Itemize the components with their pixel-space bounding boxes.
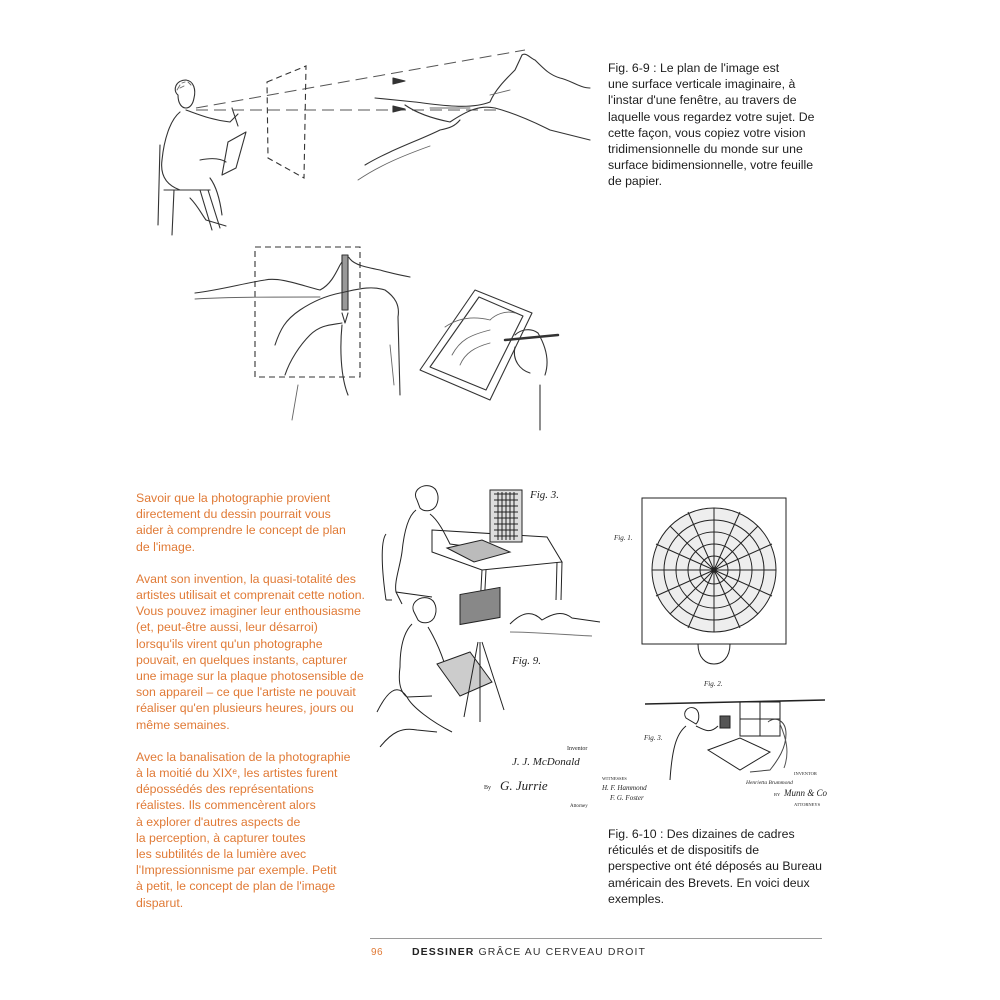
patent-fig-3-man-at-window [643, 700, 825, 780]
caption-line: exemples. [608, 891, 665, 906]
body-line: les subtilités de la lumière avec [136, 847, 307, 862]
caption-line: Fig. 6-9 : Le plan de l'image est [608, 61, 780, 75]
body-line: pouvait, en quelques instants, capturer [136, 652, 348, 667]
caption-line: de papier. [608, 174, 663, 189]
attorney-signature: Munn & Co [784, 788, 828, 798]
body-line: à la moitié du XIXᵉ, les artistes furent [136, 766, 338, 781]
fig-6-9-illustration-picture-plane [150, 50, 590, 240]
caption-line: Fig. 6-10 : Des dizaines de cadres [608, 827, 795, 841]
patent-fig-1-circular-grid [613, 498, 786, 688]
attorney-signature: G. Jurrie [500, 778, 548, 793]
body-paragraph-3 [136, 749, 365, 911]
caption-line: l'instar d'une fenêtre, au travers de [608, 93, 797, 108]
inventor-label: Inventor [567, 746, 588, 752]
picture-plane [267, 66, 306, 178]
running-head-rest: GRÂCE AU CERVEAU DROIT [478, 946, 647, 958]
caption-line: américain des Brevets. En voici deux [608, 875, 810, 890]
body-paragraph-1 [136, 490, 365, 555]
inventor-name: Henrietta Brummond [746, 780, 793, 786]
body-line: artistes utilisait et comprenait cette notion. [136, 588, 365, 603]
drawing-board [420, 290, 558, 430]
caption-line: tridimensionnelle du monde sur une [608, 142, 803, 157]
by-label: By [484, 785, 492, 791]
fig-6-9-illustration-measuring [190, 235, 580, 435]
body-line: de l'image. [136, 539, 196, 554]
caption-line: une surface verticale imaginaire, à [608, 77, 796, 92]
body-line: Avec la banalisation de la photographie [136, 749, 351, 764]
body-line: directement du dessin pourrait vous [136, 507, 331, 522]
body-line: même semaines. [136, 717, 230, 732]
inventor-label: INVENTOR [794, 771, 817, 776]
sight-line-upper [196, 50, 525, 108]
patent-fig-3-woman-at-table [382, 486, 562, 607]
witnesses-label: WITNESSES [602, 776, 627, 781]
artist-figure [158, 80, 246, 235]
upright-grid-frame [490, 490, 522, 542]
footer-rule [370, 938, 822, 939]
patent-fig-9-woman-outdoors [377, 587, 600, 747]
inventor-name: J. J. McDonald [512, 756, 580, 768]
patent-fig-label: Fig. 9. [512, 655, 542, 667]
patent-fig-label: Fig. 2. [704, 680, 723, 688]
body-line: réaliser qu'en plusieurs heures, jours ou [136, 701, 354, 716]
running-head-bold: DESSINER [412, 946, 475, 958]
caption-line: surface bidimensionnelle, votre feuille [608, 158, 814, 173]
body-line: réalistes. Ils commencèrent alors [136, 798, 316, 813]
attorneys-label: ATTORNEYS [794, 802, 821, 807]
page-number: 96 [371, 947, 384, 958]
body-line: l'Impressionnisme par exemple. Petit [136, 863, 337, 878]
patent-illustration-mcdonald [372, 482, 602, 822]
fig-6-10-caption [608, 826, 822, 907]
body-line: son appareil – ce que l'artiste ne pouvait [136, 685, 356, 700]
patent-fig-label: Fig. 3. [530, 489, 560, 501]
body-line: disparut. [136, 895, 184, 910]
body-line: lorsqu'ils virent qu'un photographe [136, 636, 323, 651]
body-line: dépossédés des représentations [136, 782, 314, 797]
body-text [136, 490, 365, 927]
running-head [412, 946, 646, 958]
witness-name: H. F. Hammond [602, 784, 647, 792]
body-line: à explorer d'autres aspects de [136, 814, 301, 829]
attorney-label: Attorney [570, 804, 588, 809]
body-line: une image sur la plaque photosensible de [136, 669, 364, 684]
caption-line: laquelle vous regardez votre sujet. De [608, 109, 815, 124]
body-line: la perception, à capturer toutes [136, 830, 306, 845]
body-line: aider à comprendre le concept de plan [136, 523, 346, 538]
caption-line: cette façon, vous copiez votre vision [608, 125, 806, 140]
witness-name: F. G. Foster [610, 794, 644, 802]
body-line: à petit, le concept de plan de l'image [136, 879, 336, 894]
body-line: Savoir que la photographie provient [136, 491, 331, 505]
patent-fig-label: Fig. 3. [644, 734, 663, 742]
patent-illustration-brummond [600, 490, 840, 810]
body-line: Avant son invention, la quasi-totalité des [136, 571, 356, 586]
body-line: (et, peut-être aussi, leur désarroi) [136, 620, 318, 635]
by-label: BY [774, 792, 781, 797]
body-paragraph-2 [136, 571, 365, 733]
caption-line: réticulés et de dispositifs de [608, 843, 760, 858]
patent-fig-label: Fig. 1. [614, 534, 633, 542]
body-line: Vous pouvez imaginer leur enthousiasme [136, 604, 361, 619]
caption-line: perspective ont été déposés au Bureau [608, 859, 822, 874]
fig-6-9-caption [608, 60, 814, 190]
